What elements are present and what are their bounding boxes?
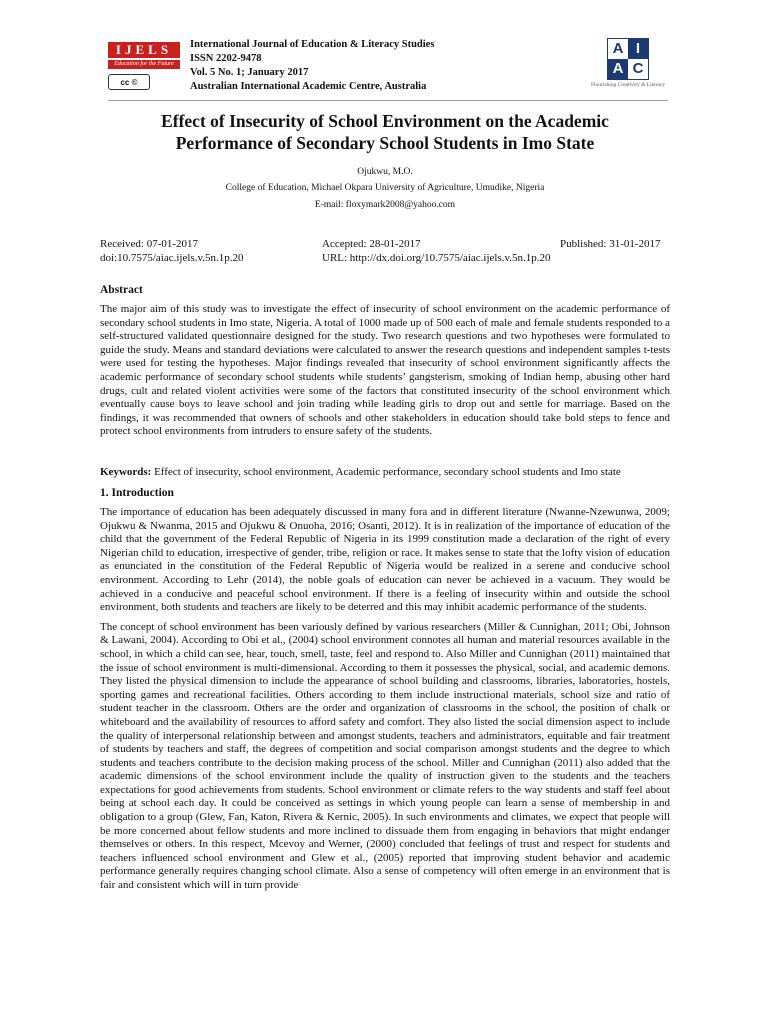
ijels-logo	[108, 42, 180, 90]
aiac-tagline: Flourishing Creativity & Literacy	[590, 82, 666, 88]
keywords	[100, 466, 670, 478]
title-line: Performance of Secondary School Students in Imo State	[175, 133, 595, 153]
introduction-heading: 1. Introduction	[100, 487, 174, 499]
header-divider	[108, 100, 668, 101]
abstract-paragraph: The major aim of this study was to investigate the effect of insecurity of school environment on the academic performance of secondary school students in Imo state, Nigeria. A total of 1000 made up of 500 each of male and female students responded to a self-structured validated questionnaire designed for the study. Two research questions and two hypotheses were formulated to guide the study. Means and standard deviations were calculated to answer the research questions and independent samples t-tests were used for testing the hypotheses. Major findings revealed that insecurity of school environment significantly affects the academic performance of secondary school students while students’ gangsterism, smoking of Indian hemp, abusing other hard drugs, cult and related violent activities were some of the factors that constituted insecurity of the school environment which eventually cause boys to leave school and join trading while leading girls to drop out and settle for marriage. Based on the findings, it was recommended that owners of schools and other stakeholders in education should take bold steps to fence and protect school environments from intruders to ensure safety of the students.	[100, 303, 670, 438]
paper-title	[100, 110, 670, 154]
received-date: Received: 07-01-2017	[100, 238, 199, 250]
introduction-text	[100, 506, 670, 1018]
creative-commons-icon: cc ©	[108, 74, 150, 90]
author-affiliation: College of Education, Michael Okpara University of Agriculture, Umudike, Nigeria	[225, 183, 545, 193]
published-date: Published: 31-01-2017	[560, 238, 661, 250]
aiac-letter: A	[608, 39, 628, 59]
author-name: Ojukwu, M.O.	[357, 167, 413, 177]
keywords-label: Keywords:	[100, 466, 152, 478]
introduction-paragraph: The concept of school environment has been variously defined by various researchers (Miller & Cunnighan, 2011; Obi, Johnson & Lawani, 2004). According to Obi et al., (2004) school environment connotes all human and material resources available in the school, in which a child can see, hear, touch, smell, taste, feel and respond to. Also Miller and Cunnighan (2011) maintained that the issue of school environment is multi-dimensional. According to them it possesses the physical, social, and academic demons. They listed the physical dimension to include the appearance of school building and classrooms, libraries, laboratories, hostels, sporting games and recreational facilities. Others according to them include instructional materials, school size and ratio of student teacher in the classroom. Others are the order and organization of classrooms in the school, the position of chalk or whiteboard and the availability of resources to afford safety and comfort. They also listed the social dimension aspect to include the quality of interpersonal relationship between and amongst students, teachers and administrators, equitable and fair treatment of students by teachers and staff, the degrees of competition and social comparison amongst students and the degree to which students and teachers contribute to the decision making process of the school. Miller and Cunnighan (2011) also added that the academic dimensions of the school environment include the quality of instruction given to the students and the teachers expectations for good achievements from students. School environment or climate refers to the way students and staff feel about being at school each day. It could be conceived as settings in which young people can learn a sense of membership in and obligation to a group (Glew, Fan, Katon, Rivera & Kernic, 2005). In such environments and climates, we expect that people will be more concerned about fellow students and more inclined to dissuade them from engaging in behaviors that might endanger themselves or others. In this respect, Mcevoy and Werner, (2000) concluded that feelings of trust and respect for students and teachers influenced school environment and Glew et al., (2005) reported that improving student behavior and academic performance generally requires changing school climate. Also a sense of competency will often emerge in an environment that is fair and consistent which will in turn provide	[100, 620, 670, 892]
doi: doi:10.7575/aiac.ijels.v.5n.1p.20	[100, 252, 244, 264]
accepted-date: Accepted: 28-01-2017	[322, 238, 421, 250]
title-line: Effect of Insecurity of School Environment on the Academic	[161, 111, 609, 131]
aiac-letter: C	[628, 59, 648, 79]
aiac-letter: I	[628, 39, 648, 59]
aiac-logo	[588, 38, 668, 88]
introduction-paragraph: The importance of education has been adequately discussed in many fora and in different literature (Nwanne-Nzewunwa, 2009; Ojukwu & Nwanma, 2015 and Ojukwu & Onuoha, 2016; Osanti, 2012). It is in realization of the importance of education of the child that the government of the Federal Republic of Nigeria in its 1999 constitution made a declaration of the right of every Nigerian child to education, irrespective of gender, tribe, religion or race. It makes sense to state that the lofty vision of education as enunciated in the constitution of the Federal Republic of Nigeria would be realized in a serene and conducive school environment. According to Lehr (2014), the noble goals of education can never be achieved in a vacuum. They would be achieved in a conducive and peaceful school environment. If there is a feeling of insecurity within and outside the school environment, both students and teachers are likely to be deterred and this may inhibit academic performance of the students.	[100, 506, 670, 614]
aiac-letter: A	[608, 59, 628, 79]
journal-info	[190, 38, 434, 94]
ijels-tagline: Education for the Future	[108, 60, 180, 69]
abstract-text	[100, 303, 670, 445]
journal-volume: Vol. 5 No. 1; January 2017	[190, 67, 309, 78]
journal-name: International Journal of Education & Literacy Studies	[190, 39, 435, 50]
keywords-text: Effect of insecurity, school environment, Academic performance, secondary school students and Imo state	[151, 466, 621, 478]
article-url[interactable]: URL: http://dx.doi.org/10.7575/aiac.ijels.v.5n.1p.20	[322, 252, 551, 264]
journal-publisher: Australian International Academic Centre, Australia	[190, 81, 427, 92]
abstract-heading: Abstract	[100, 284, 143, 296]
journal-header	[108, 38, 668, 100]
ijels-logo-text: IJELS	[108, 42, 180, 58]
author-email: E-mail: floxymark2008@yahoo.com	[314, 200, 456, 210]
journal-issn: ISSN 2202-9478	[190, 53, 262, 64]
